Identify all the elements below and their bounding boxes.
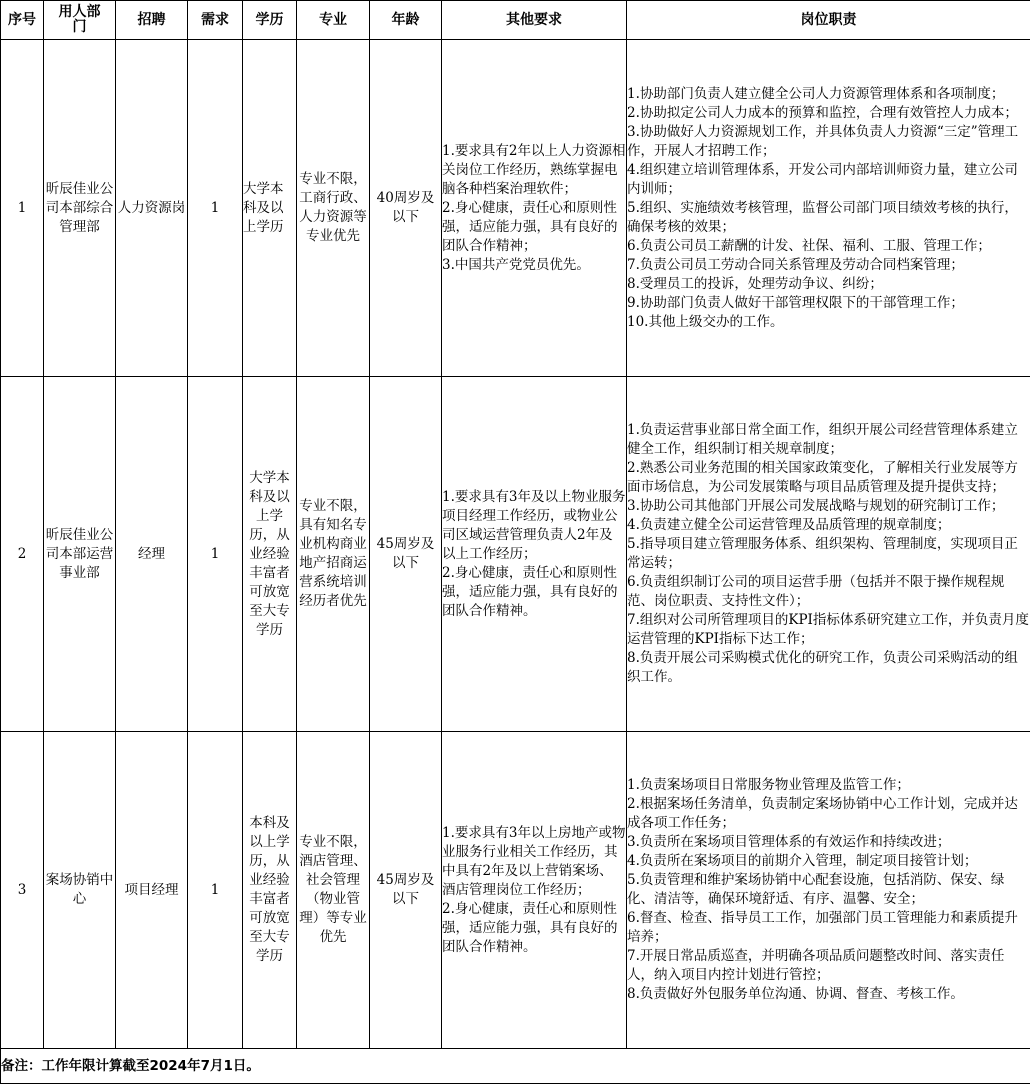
table-row [1, 732, 1030, 1049]
duty-item: 7.负责公司员工劳动合同关系管理及劳动合同档案管理； [627, 256, 964, 273]
duty-item: 5.指导项目建立管理服务体系、组织架构、管理制度，实现项目正常运转； [627, 536, 1018, 571]
cell-major: 专业不限，具有知名专业机构商业地产招商运营系统培训经历者优先 [297, 377, 370, 732]
duty-item: 6.督查、检查、指导员工工作，加强部门员工管理能力和素质提升培养； [627, 910, 1018, 945]
duty-item: 2.根据案场任务清单，负责制定案场协销中心工作计划，完成并达成各项工作任务； [627, 796, 1018, 831]
header-seq: 序号 [1, 1, 44, 40]
cell-other [442, 377, 627, 732]
duty-item: 1.负责案场项目日常服务物业管理及监管工作； [627, 777, 910, 793]
duty-item: 4.负责所在案场项目的前期介入管理，制定项目接管计划； [627, 853, 978, 869]
duty-item: 4.负责建立健全公司运营管理及品质管理的规章制度； [627, 517, 951, 533]
duty-item: 8.负责开展公司采购模式优化的研究工作，负责公司采购活动的组织工作。 [627, 650, 1018, 685]
other-item: 1.要求具有3年以上房地产或物业服务行业相关工作经历，其中具有2年及以上营销案场、酒店管理岗位工作经历； [442, 824, 626, 898]
header-major: 专业 [297, 1, 370, 40]
duty-item: 6.负责公司员工薪酬的计发、社保、福利、工服、管理工作； [627, 237, 991, 254]
cell-dept: 昕辰佳业公司本部综合管理部 [44, 40, 116, 377]
other-item: 2.身心健康，责任心和原则性强，适应能力强，具有良好的团队合作精神； [442, 199, 618, 254]
duty-item: 9.协助部门负责人做好干部管理权限下的干部管理工作； [627, 294, 964, 311]
other-item: 1.要求具有2年以上人力资源相关岗位工作经历，熟练掌握电脑各种档案治理软件； [442, 142, 626, 197]
cell-demand: 1 [188, 732, 243, 1049]
other-item: 2.身心健康，责任心和原则性强，适应能力强，具有良好的团队合作精神。 [442, 900, 618, 955]
cell-position: 人力资源岗 [116, 40, 188, 377]
other-item: 2.身心健康，责任心和原则性强，适应能力强，具有良好的团队合作精神。 [442, 564, 618, 619]
duty-item: 3.协助做好人力资源规划工作，并具体负责人力资源“三定”管理工作，开展人才招聘工作； [627, 123, 1019, 159]
cell-dept: 案场协销中心 [44, 732, 116, 1049]
header-other: 其他要求 [442, 1, 627, 40]
footnote: 备注：工作年限计算截至2024年7月1日。 [1, 1049, 1030, 1084]
duty-item: 7.组织对公司所管理项目的KPI指标体系研究建立工作，并负责月度运营管理的KPI指标下达工作； [627, 612, 1029, 647]
table-row [1, 40, 1030, 377]
note-row [1, 1049, 1030, 1084]
duty-item: 3.负责所在案场项目管理体系的有效运作和持续改进； [627, 834, 951, 850]
cell-major: 专业不限，工商行政、人力资源等专业优先 [297, 40, 370, 377]
header-demand: 需求 [188, 1, 243, 40]
cell-education: 本科及以上学历，从业经验丰富者可放宽至大专学历 [243, 732, 297, 1049]
duty-item: 8.负责做好外包服务单位沟通、协调、督查、考核工作。 [627, 986, 964, 1002]
cell-other [442, 732, 627, 1049]
duty-item: 8.受理员工的投诉，处理劳动争议、纠纷； [627, 275, 883, 292]
cell-major: 专业不限，酒店管理、社会管理（物业管理）等专业优先 [297, 732, 370, 1049]
duty-item: 5.负责管理和维护案场协销中心配套设施，包括消防、保安、绿化、清洁等，确保环境舒适、有序、温馨、安全； [627, 872, 1005, 907]
cell-demand: 1 [188, 377, 243, 732]
cell-duties [627, 40, 1030, 377]
cell-dept: 昕辰佳业公司本部运营事业部 [44, 377, 116, 732]
duty-item: 2.熟悉公司业务范围的相关国家政策变化，了解相关行业发展等方面市场信息，为公司发展策略与项目品质管理及提升提供支持； [627, 460, 1018, 495]
cell-demand: 1 [188, 40, 243, 377]
duty-item: 1.协助部门负责人建立健全公司人力资源管理体系和各项制度； [627, 85, 1005, 102]
duty-item: 10.其他上级交办的工作。 [627, 313, 784, 330]
cell-seq: 3 [1, 732, 44, 1049]
header-position: 招聘 [116, 1, 188, 40]
cell-age: 45周岁及以下 [370, 732, 442, 1049]
cell-age: 45周岁及以下 [370, 377, 442, 732]
duty-item: 6.负责组织制订公司的项目运营手册（包括并不限于操作规程规范、岗位职责、支持性文件）； [627, 574, 1005, 609]
duty-item: 1.负责运营事业部日常全面工作，组织开展公司经营管理体系建立健全工作，组织制订相关规章制度； [627, 422, 1018, 457]
other-item: 1.要求具有3年及以上物业服务项目经理工作经历，或物业公司区域运营管理负责人2年及以上工作经历； [442, 488, 626, 562]
cell-seq: 1 [1, 40, 44, 377]
cell-age: 40周岁及以下 [370, 40, 442, 377]
duty-item: 2.协助拟定公司人力成本的预算和监控，合理有效管控人力成本； [627, 104, 1018, 121]
table-row [1, 377, 1030, 732]
cell-other [442, 40, 627, 377]
duty-item: 7.开展日常品质巡查，并明确各项品质问题整改时间、落实责任人，纳入项目内控计划进行管控； [627, 948, 1005, 983]
cell-position: 经理 [116, 377, 188, 732]
duty-item: 4.组织建立培训管理体系，开发公司内部培训师资力量，建立公司内训师； [627, 161, 1018, 197]
header-duties: 岗位职责 [627, 1, 1030, 40]
cell-duties [627, 377, 1030, 732]
cell-education: 大学本科及以上学历，从业经验丰富者可放宽至大专学历 [243, 377, 297, 732]
header-education: 学历 [243, 1, 297, 40]
header-dept: 用人部门 [44, 1, 116, 40]
header-age: 年龄 [370, 1, 442, 40]
cell-duties [627, 732, 1030, 1049]
duty-item: 5.组织、实施绩效考核管理，监督公司部门项目绩效考核的执行，确保考核的效果； [627, 199, 1018, 235]
cell-seq: 2 [1, 377, 44, 732]
cell-education: 大学本科及以上学历 [243, 40, 297, 377]
cell-position: 项目经理 [116, 732, 188, 1049]
duty-item: 3.协助公司其他部门开展公司发展战略与规划的研究制订工作； [627, 498, 1005, 514]
other-item: 3.中国共产党党员优先。 [442, 256, 590, 273]
header-row [1, 1, 1030, 40]
